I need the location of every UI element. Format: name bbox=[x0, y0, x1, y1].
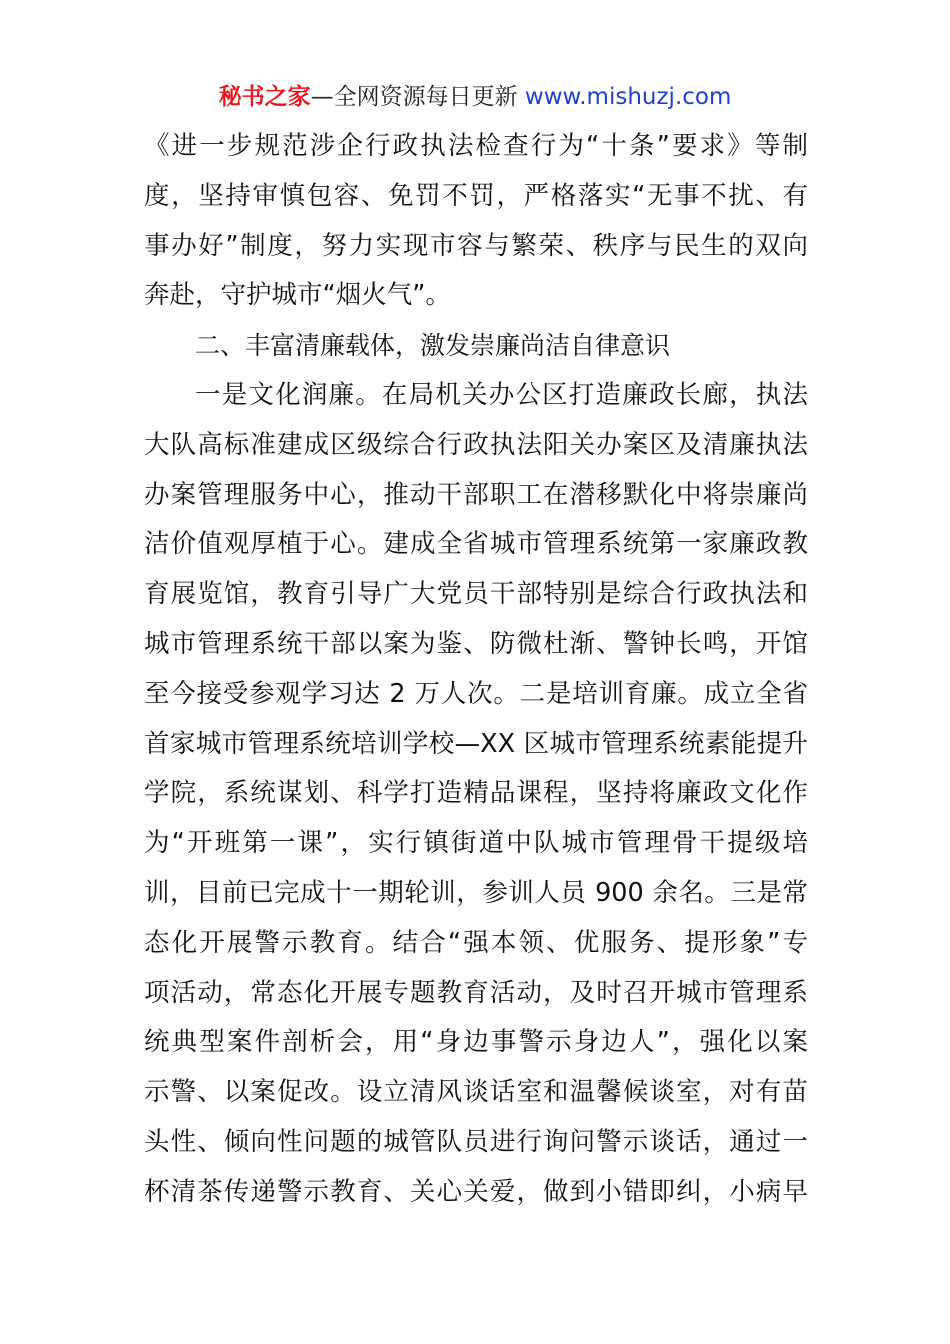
text-line: 城市管理系统干部以案为鉴、防微杜渐、警钟长鸣，开馆 bbox=[144, 628, 808, 659]
text-line: 训，目前已完成十一期轮训，参训人员 900 余名。三是常 bbox=[144, 877, 808, 908]
page-header bbox=[0, 80, 950, 114]
text-line: 统典型案件剖析会，用“身边事警示身边人”，强化以案 bbox=[144, 1027, 808, 1058]
text-line: 度，坚持审慎包容、免罚不罚，严格落实“无事不扰、有 bbox=[144, 180, 808, 211]
text-line: 大队高标准建成区级综合行政执法阳关办案区及清廉执法 bbox=[144, 429, 808, 460]
section-heading: 二、丰富清廉载体，激发崇廉尚洁自律意识 bbox=[195, 331, 671, 361]
text-line: 一是文化润廉。在局机关办公区打造廉政长廊，执法 bbox=[195, 379, 808, 410]
text-line: 至今接受参观学习达 2 万人次。二是培训育廉。成立全省 bbox=[144, 678, 808, 709]
text-line: 事办好”制度，努力实现市容与繁荣、秩序与民生的双向 bbox=[144, 230, 808, 261]
text-line: 杯清茶传递警示教育、关心关爱，做到小错即纠，小病早 bbox=[144, 1176, 808, 1207]
text-line: 《进一步规范涉企行政执法检查行为“十条”要求》等制 bbox=[144, 131, 808, 161]
text-line: 态化开展警示教育。结合“强本领、优服务、提形象”专 bbox=[144, 927, 808, 958]
text-line: 育展览馆，教育引导广大党员干部特别是综合行政执法和 bbox=[144, 579, 808, 610]
text-line: 首家城市管理系统培训学校—XX 区城市管理系统素能提升 bbox=[144, 728, 808, 759]
text-line: 头性、倾向性问题的城管队员进行询问警示谈话，通过一 bbox=[144, 1126, 808, 1157]
text-line: 学院，系统谋划、科学打造精品课程，坚持将廉政文化作 bbox=[144, 778, 808, 809]
text-line: 示警、以案促改。设立清风谈话室和温馨候谈室，对有苗 bbox=[144, 1077, 808, 1108]
website-link[interactable]: www.mishuzj.com bbox=[524, 84, 732, 110]
header-tagline: —全网资源每日更新 bbox=[310, 84, 525, 110]
text-line: 洁价值观厚植于心。建成全省城市管理系统第一家廉政教 bbox=[144, 529, 808, 560]
text-line: 项活动，常态化开展专题教育活动，及时召开城市管理系 bbox=[144, 977, 808, 1008]
brand-name: 秘书之家 bbox=[218, 84, 311, 110]
text-line: 办案管理服务中心，推动干部职工在潜移默化中将崇廉尚 bbox=[144, 479, 808, 510]
text-line: 为“开班第一课”，实行镇街道中队城市管理骨干提级培 bbox=[144, 828, 808, 859]
text-line: 奔赴，守护城市“烟火气”。 bbox=[144, 280, 451, 311]
document-body bbox=[144, 122, 808, 1218]
